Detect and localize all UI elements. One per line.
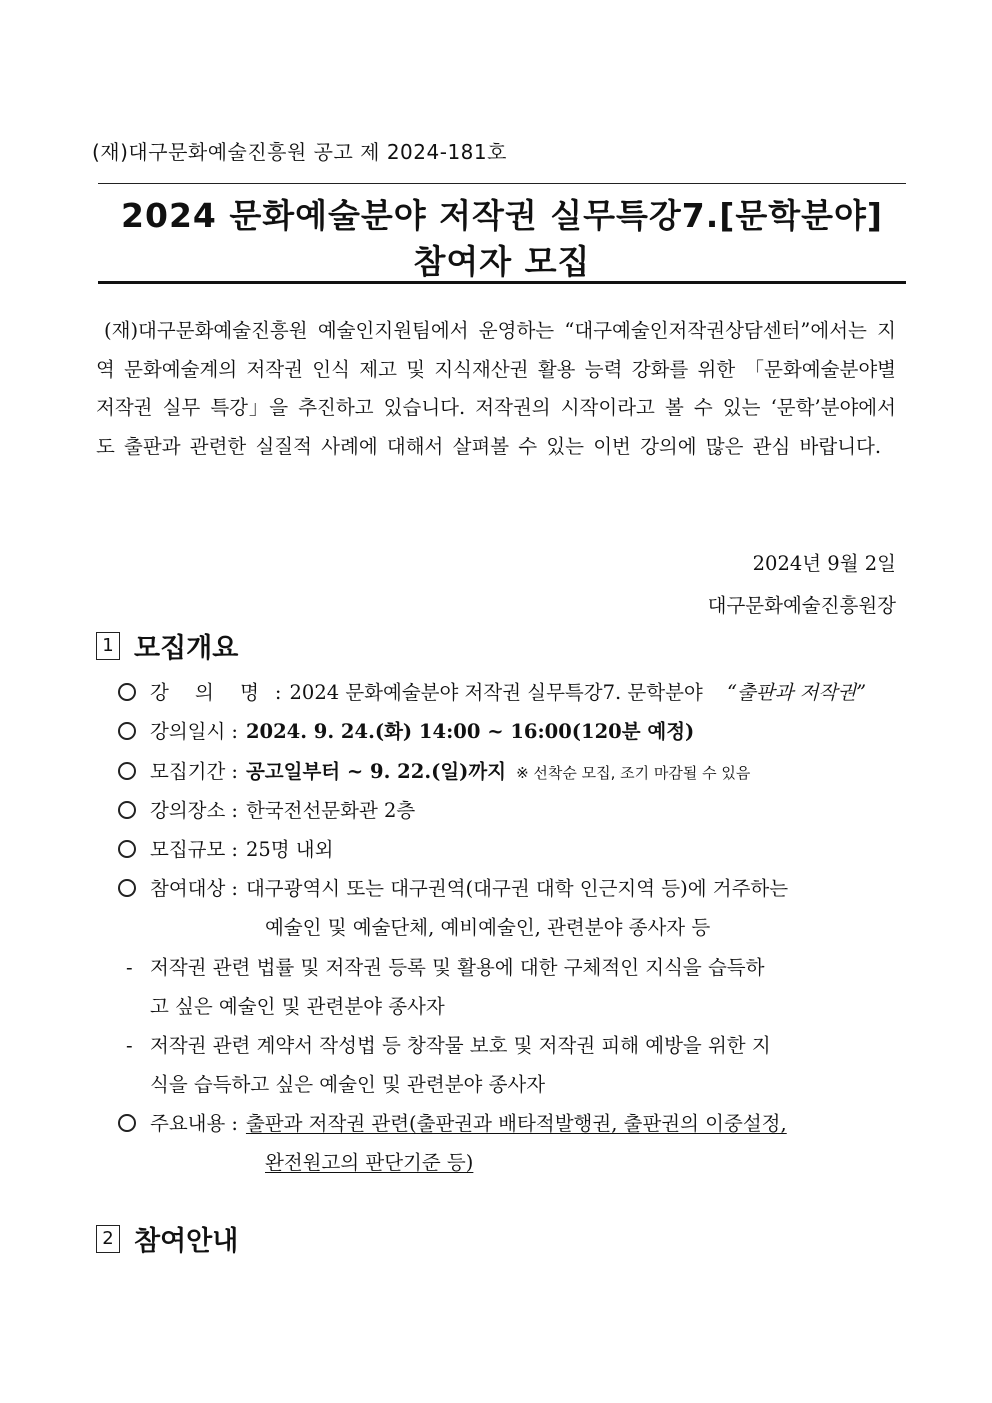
target-detail-2: - 저작권 관련 계약서 작성법 등 창작물 보호 및 저작권 피해 예방을 위한 지 (126, 1034, 771, 1057)
target-detail-1: - 저작권 관련 법률 및 저작권 등록 및 활용에 대한 구체적인 지식을 습득하 (126, 956, 765, 979)
announcing-organization: 대구문화예술진흥원장 (707, 594, 896, 617)
item-label: 강의일시 (150, 720, 226, 743)
circle-bullet-icon (118, 879, 136, 897)
item-label: 모집기간 (150, 760, 226, 783)
circle-bullet-icon (118, 801, 136, 819)
document-title-line2: 참여자 모집 (413, 242, 591, 281)
item-value: 2024. 9. 24.(화) 14:00 ~ 16:00(120분 예정) (245, 720, 695, 743)
header-rule-top (98, 183, 906, 184)
item-value: 2024 문화예술분야 저작권 실무특강7. 문학분야 (289, 681, 703, 704)
item-content: 주요내용 : 출판과 저작권 관련(출판권과 배타적발행권, 출판권의 이중설정, (118, 1108, 787, 1136)
item-content-continued: 완전원고의 판단기준 등) (265, 1151, 474, 1174)
circle-bullet-icon (118, 1114, 136, 1132)
target-detail-text: 저작권 관련 법률 및 저작권 등록 및 활용에 대한 구체적인 지식을 습득하 (150, 956, 765, 979)
item-label: 참여대상 (150, 877, 226, 900)
target-detail-text: 저작권 관련 계약서 작성법 등 창작물 보호 및 저작권 피해 예방을 위한 지 (150, 1034, 771, 1057)
item-label: 강의장소 (150, 799, 226, 822)
item-capacity: 모집규모 : 25명 내외 (118, 834, 333, 862)
item-value: 공고일부터 ~ 9. 22.(일)까지 (245, 760, 507, 783)
item-lecture-date: 강의일시 : 2024. 9. 24.(화) 14:00 ~ 16:00(120분 예정) (118, 716, 694, 744)
circle-bullet-icon (118, 722, 136, 740)
section-1-title: 모집개요 (134, 633, 239, 664)
item-value: 한국전선문화관 2층 (245, 799, 416, 822)
item-label: 모집규모 (150, 838, 226, 861)
item-value: 25명 내외 (245, 838, 334, 861)
item-note: ※ 선착순 모집, 조기 마감될 수 있음 (516, 764, 751, 782)
document-title-line1: 2024 문화예술분야 저작권 실무특강7.[문학분야] (121, 196, 883, 235)
target-detail-1-continued: 고 싶은 예술인 및 관련분야 종사자 (150, 995, 445, 1018)
intro-paragraph: (재)대구문화예술진흥원 예술인지원팀에서 운영하는 “대구예술인저작권상담센터”에서는 지역 문화예술계의 저작권 인식 제고 및 지식재산권 활용 능력 강화를 위한 「문화예술분야별 저작권 실무 특강」을 추진하고 있습니다. 저작권의 시작이라고 볼 수 있는 ‘문학’분야에서도 출판과 관련한 실질적 사례에 대해서 살펴볼 수 있는 이번 강의에 많은 관심 바랍니다. (96, 319, 896, 458)
item-target: 참여대상 : 대구광역시 또는 대구권역(대구권 대학 인근지역 등)에 거주하는 (118, 873, 788, 901)
item-value: 출판과 저작권 관련(출판권과 배타적발행권, 출판권의 이중설정, (245, 1112, 787, 1135)
section-2-heading (96, 1219, 238, 1258)
section-1-number: 1 (96, 632, 120, 660)
item-target-continued: 예술인 및 예술단체, 예비예술인, 관련분야 종사자 등 (265, 916, 711, 939)
header-rule-bottom (98, 281, 906, 284)
section-2-number: 2 (96, 1225, 120, 1253)
item-lecture-name: 강 의 명 : 2024 문화예술분야 저작권 실무특강7. 문학분야 “출판과 저작권” (118, 677, 866, 705)
notice-number: (재)대구문화예술진흥원 공고 제 2024-181호 (92, 140, 507, 164)
target-detail-2-continued: 식을 습득하고 싶은 예술인 및 관련분야 종사자 (150, 1073, 546, 1096)
item-venue: 강의장소 : 한국전선문화관 2층 (118, 795, 415, 823)
section-2-title: 참여안내 (134, 1226, 239, 1257)
announcement-date: 2024년 9월 2일 (752, 552, 896, 575)
circle-bullet-icon (118, 840, 136, 858)
item-recruit-period: 모집기간 : 공고일부터 ~ 9. 22.(일)까지 ※ 선착순 모집, 조기 마감될 수 있음 (118, 756, 750, 784)
circle-bullet-icon (118, 762, 136, 780)
item-value-emphasis: “출판과 저작권” (726, 681, 867, 704)
section-1-heading (96, 626, 238, 665)
item-value: 대구광역시 또는 대구권역(대구권 대학 인근지역 등)에 거주하는 (245, 877, 789, 900)
circle-bullet-icon (118, 683, 136, 701)
item-label: 강 의 명 (150, 681, 269, 704)
item-label: 주요내용 (150, 1112, 226, 1135)
